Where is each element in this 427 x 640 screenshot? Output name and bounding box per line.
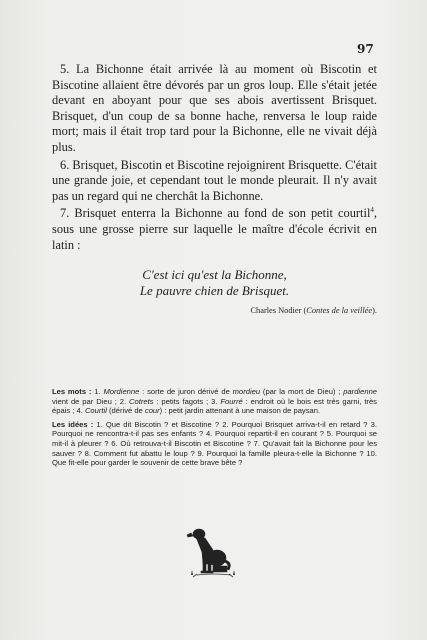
- footnote-ref-4: 4: [370, 206, 374, 215]
- epitaph-line-2: Le pauvre chien de Brisquet.: [139, 283, 290, 299]
- page-number: 97: [357, 42, 374, 56]
- study-notes: [52, 387, 377, 472]
- notes-mots-label: Les mots :: [52, 387, 92, 396]
- notes-idees-label: Les idées :: [52, 419, 94, 429]
- notes-idees: [52, 420, 377, 468]
- paragraph-5: 5. La Bichonne était arrivée là au moment où Biscotin et Biscotine allaient être dévorés par un gros loup. Elle s'était jetée devant en aboyant pour que ses abois avertissent Brisquet. Brisquet, d'un coup de sa bonne hache, renversa le loup raide mort; mais il était trop tard pour la Bichonne, elle ne vivait déjà plus.: [52, 62, 377, 154]
- story-text: [52, 62, 377, 317]
- sitting-dog-illustration: [183, 520, 243, 580]
- notes-idees-text: 1. Que dit Biscotin ? et Biscotine ? 2. Pourquoi Brisquet arriva-t-il en retard ? 3. Pourquoi ne rencontra-t-il pas ses enfants ? 4. Pourquoi repartit-il en courant ? 5. Pourquoi se mit-il à pleurer ? 6. Où retrouva-t-il Biscotin et Biscotine ? 7. Qu'avait fait la Bichonne pour les sauver ? 8. Comment fut abattu le loup ? 9. Pourquoi la famille pleura-t-elle la Bichonne ? 10. Que fit-elle pour garder le souvenir de cette brave bête ?: [52, 419, 377, 468]
- paragraph-7-end: , sous une grosse pierre sur laquelle le maître d'école écrivit en latin :: [52, 206, 377, 252]
- epitaph-line-1: C'est ici qu'est la Bichonne,: [142, 267, 287, 283]
- paragraph-7: [52, 206, 377, 253]
- paragraph-6: 6. Brisquet, Biscotin et Biscotine rejoignirent Brisquette. C'était une grande joie, et cependant tout le monde pleurait. Il n'y avait pas un regard qui ne cherchât la Bichonne.: [52, 157, 377, 203]
- paragraph-7-start: 7. Brisquet enterra la Bichonne au fond de son petit courtil: [60, 206, 371, 221]
- epitaph: [52, 267, 377, 299]
- notes-mots: Les mots : 1. Mordienne : sorte de juron dérivé de mordieu (par la mort de Dieu) ; pardienne vient de par Dieu ; 2. Cotrets : petits fagots ; 3. Fourré : endroit où le bois est très garni, très épais ; 4. Courtil (dérivé de cour) : petit jardin attenant à une maison de paysan.: [52, 387, 378, 416]
- attribution-author: Charles Nodier: [250, 306, 302, 316]
- attribution-work: Contes de la veillée: [306, 306, 373, 316]
- attribution: Charles Nodier (Contes de la veillée).: [250, 306, 377, 316]
